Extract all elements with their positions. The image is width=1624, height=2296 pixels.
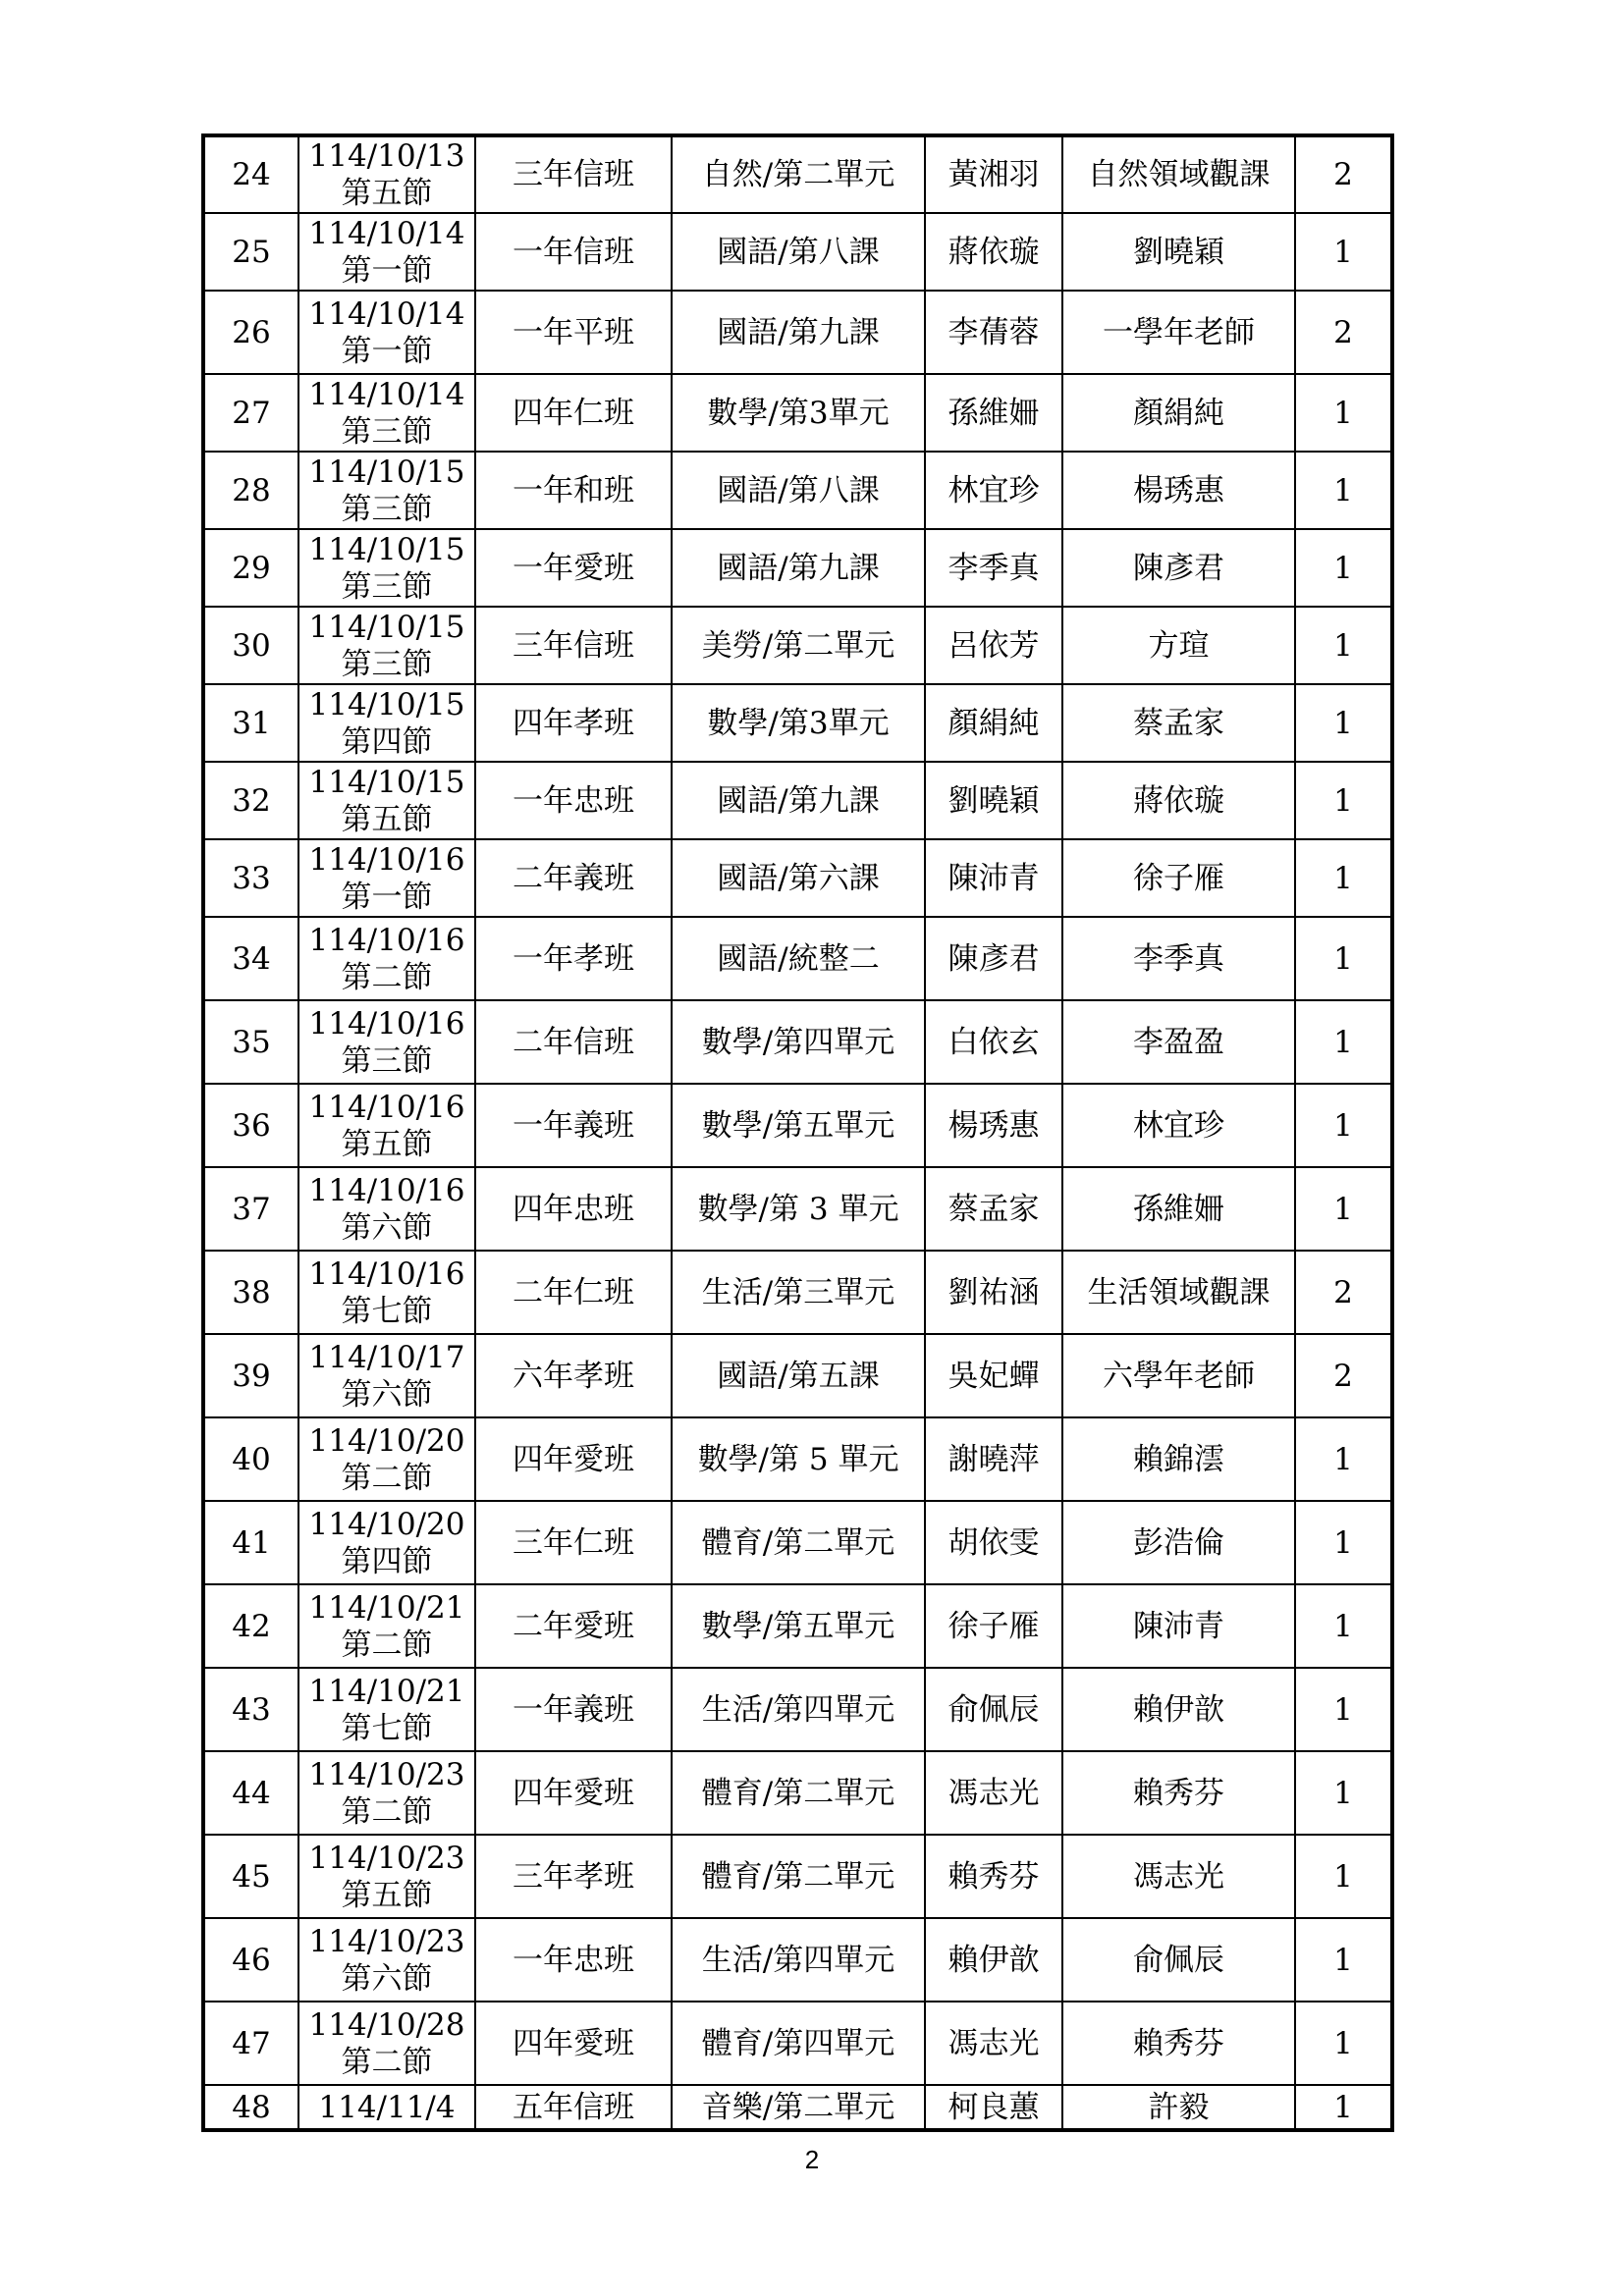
table-row — [203, 2085, 1392, 2130]
table-row — [203, 1417, 1392, 1501]
cell-date: 114/10/15 — [308, 686, 465, 722]
cell-teacher: 劉曉穎 — [925, 762, 1062, 839]
cell-no: 26 — [203, 291, 298, 374]
table-row — [203, 1084, 1392, 1167]
cell-count: 1 — [1295, 917, 1392, 1000]
cell-period: 第六節 — [341, 1960, 433, 1997]
table-row — [203, 374, 1392, 452]
cell-observer: 自然領域觀課 — [1062, 135, 1295, 213]
cell-count: 1 — [1295, 1167, 1392, 1251]
cell-date: 114/10/14 — [308, 215, 465, 251]
cell-class: 二年仁班 — [475, 1251, 672, 1334]
cell-subject: 自然/第二單元 — [672, 135, 925, 213]
cell-no: 37 — [203, 1167, 298, 1251]
cell-date: 114/10/16 — [308, 841, 465, 878]
cell-subject: 數學/第五單元 — [672, 1084, 925, 1167]
cell-no: 43 — [203, 1668, 298, 1751]
cell-date-period — [298, 452, 475, 529]
cell-no: 40 — [203, 1417, 298, 1501]
cell-count: 1 — [1295, 213, 1392, 291]
cell-count: 1 — [1295, 1417, 1392, 1501]
cell-teacher: 謝曉萍 — [925, 1417, 1062, 1501]
cell-period: 第五節 — [341, 176, 433, 211]
cell-count: 1 — [1295, 1000, 1392, 1084]
cell-period: 第七節 — [341, 1293, 433, 1329]
cell-date-period — [298, 374, 475, 452]
cell-class: 三年信班 — [475, 607, 672, 684]
table-body — [203, 135, 1392, 2130]
cell-period: 第二節 — [341, 1627, 433, 1663]
cell-observer: 六學年老師 — [1062, 1334, 1295, 1417]
cell-observer: 賴秀芬 — [1062, 2002, 1295, 2085]
cell-period: 第三節 — [341, 491, 433, 527]
cell-date-period — [298, 1751, 475, 1835]
cell-period: 第四節 — [341, 723, 433, 760]
table-row — [203, 1751, 1392, 1835]
cell-date-period — [298, 1167, 475, 1251]
cell-class: 一年和班 — [475, 452, 672, 529]
observation-schedule-table — [201, 133, 1394, 2132]
cell-date: 114/10/14 — [308, 295, 465, 332]
cell-no: 30 — [203, 607, 298, 684]
cell-count: 1 — [1295, 839, 1392, 917]
cell-count: 1 — [1295, 452, 1392, 529]
cell-observer: 李盈盈 — [1062, 1000, 1295, 1084]
table-row — [203, 1918, 1392, 2002]
cell-date: 114/10/16 — [308, 1089, 465, 1125]
cell-period: 第五節 — [341, 1126, 433, 1162]
cell-date: 114/10/16 — [308, 1172, 465, 1208]
table-row — [203, 1584, 1392, 1668]
cell-no: 41 — [203, 1501, 298, 1584]
cell-date: 114/10/14 — [308, 376, 465, 412]
cell-observer: 蔣依璇 — [1062, 762, 1295, 839]
cell-date: 114/10/15 — [308, 764, 465, 800]
cell-date-period — [298, 1668, 475, 1751]
cell-date: 114/10/16 — [308, 922, 465, 958]
cell-observer: 俞佩辰 — [1062, 1918, 1295, 2002]
cell-count: 1 — [1295, 2002, 1392, 2085]
cell-observer: 一學年老師 — [1062, 291, 1295, 374]
cell-count: 2 — [1295, 291, 1392, 374]
cell-date-period — [298, 1334, 475, 1417]
cell-no: 42 — [203, 1584, 298, 1668]
cell-count: 1 — [1295, 1668, 1392, 1751]
table-row — [203, 762, 1392, 839]
cell-teacher: 賴秀芬 — [925, 1835, 1062, 1918]
cell-teacher: 俞佩辰 — [925, 1668, 1062, 1751]
cell-observer: 賴錦澐 — [1062, 1417, 1295, 1501]
cell-subject: 國語/第九課 — [672, 529, 925, 607]
cell-subject: 國語/第八課 — [672, 213, 925, 291]
table-row — [203, 839, 1392, 917]
cell-teacher: 顏絹純 — [925, 684, 1062, 762]
cell-period: 第五節 — [341, 1877, 433, 1913]
table-row — [203, 291, 1392, 374]
cell-observer: 方瑄 — [1062, 607, 1295, 684]
cell-class: 一年愛班 — [475, 529, 672, 607]
cell-teacher: 林宜珍 — [925, 452, 1062, 529]
cell-date-period — [298, 607, 475, 684]
cell-period: 第六節 — [341, 1376, 433, 1413]
cell-subject: 體育/第四單元 — [672, 2002, 925, 2085]
cell-period: 第一節 — [341, 252, 433, 289]
cell-class: 四年愛班 — [475, 1751, 672, 1835]
cell-subject: 數學/第四單元 — [672, 1000, 925, 1084]
cell-period: 第三節 — [341, 646, 433, 682]
cell-no: 25 — [203, 213, 298, 291]
cell-date: 114/10/16 — [308, 1255, 465, 1292]
cell-subject: 生活/第四單元 — [672, 1918, 925, 2002]
cell-date-period — [298, 1251, 475, 1334]
table-row — [203, 1501, 1392, 1584]
cell-observer: 劉曉穎 — [1062, 213, 1295, 291]
table-row — [203, 1835, 1392, 1918]
table-row — [203, 1000, 1392, 1084]
cell-date: 114/10/15 — [308, 531, 465, 567]
cell-count: 1 — [1295, 1584, 1392, 1668]
cell-observer: 顏絹純 — [1062, 374, 1295, 452]
cell-date: 114/10/15 — [308, 609, 465, 645]
cell-subject: 音樂/第二單元 — [672, 2085, 925, 2130]
table-row — [203, 684, 1392, 762]
cell-teacher: 柯良蕙 — [925, 2085, 1062, 2130]
cell-date-period — [298, 213, 475, 291]
cell-no: 48 — [203, 2085, 298, 2130]
cell-class: 四年愛班 — [475, 2002, 672, 2085]
cell-date: 114/10/21 — [308, 1673, 465, 1709]
cell-teacher: 蔡孟家 — [925, 1167, 1062, 1251]
cell-count: 2 — [1295, 135, 1392, 213]
table-row — [203, 213, 1392, 291]
cell-period: 第三節 — [341, 568, 433, 605]
cell-class: 一年孝班 — [475, 917, 672, 1000]
cell-no: 46 — [203, 1918, 298, 2002]
cell-subject: 國語/統整二 — [672, 917, 925, 1000]
cell-observer: 賴伊歆 — [1062, 1668, 1295, 1751]
cell-teacher: 李蒨蓉 — [925, 291, 1062, 374]
cell-count: 1 — [1295, 1835, 1392, 1918]
table-row — [203, 1668, 1392, 1751]
cell-class: 二年信班 — [475, 1000, 672, 1084]
cell-class: 四年孝班 — [475, 684, 672, 762]
cell-observer: 林宜珍 — [1062, 1084, 1295, 1167]
cell-date-period — [298, 1000, 475, 1084]
cell-no: 29 — [203, 529, 298, 607]
cell-class: 三年孝班 — [475, 1835, 672, 1918]
cell-class: 四年忠班 — [475, 1167, 672, 1251]
cell-teacher: 劉祐涵 — [925, 1251, 1062, 1334]
cell-teacher: 馮志光 — [925, 1751, 1062, 1835]
cell-period: 第二節 — [341, 1793, 433, 1830]
cell-no: 35 — [203, 1000, 298, 1084]
cell-subject: 美勞/第二單元 — [672, 607, 925, 684]
cell-subject: 國語/第五課 — [672, 1334, 925, 1417]
cell-no: 24 — [203, 135, 298, 213]
table-row — [203, 135, 1392, 213]
cell-date: 114/10/23 — [308, 1840, 465, 1876]
cell-observer: 蔡孟家 — [1062, 684, 1295, 762]
table-row — [203, 2002, 1392, 2085]
cell-class: 四年愛班 — [475, 1417, 672, 1501]
cell-date: 114/10/21 — [308, 1589, 465, 1626]
cell-date-period — [298, 291, 475, 374]
cell-subject: 體育/第二單元 — [672, 1835, 925, 1918]
cell-no: 32 — [203, 762, 298, 839]
cell-date-period — [298, 1501, 475, 1584]
table-row — [203, 529, 1392, 607]
cell-subject: 數學/第3單元 — [672, 374, 925, 452]
cell-date-period — [298, 1835, 475, 1918]
cell-period: 第三節 — [341, 413, 433, 450]
cell-date-period — [298, 684, 475, 762]
cell-class: 三年仁班 — [475, 1501, 672, 1584]
cell-observer: 許毅 — [1062, 2085, 1295, 2130]
cell-class: 四年仁班 — [475, 374, 672, 452]
cell-class: 一年忠班 — [475, 1918, 672, 2002]
cell-subject: 數學/第 3 單元 — [672, 1167, 925, 1251]
cell-class: 五年信班 — [475, 2085, 672, 2130]
cell-observer: 李季真 — [1062, 917, 1295, 1000]
cell-class: 三年信班 — [475, 135, 672, 213]
cell-teacher: 賴伊歆 — [925, 1918, 1062, 2002]
cell-teacher: 徐子雁 — [925, 1584, 1062, 1668]
table-row — [203, 917, 1392, 1000]
cell-no: 31 — [203, 684, 298, 762]
cell-date-period — [298, 839, 475, 917]
cell-count: 1 — [1295, 529, 1392, 607]
cell-subject: 國語/第九課 — [672, 291, 925, 374]
cell-date-period — [298, 529, 475, 607]
cell-teacher: 蔣依璇 — [925, 213, 1062, 291]
cell-no: 45 — [203, 1835, 298, 1918]
table-row — [203, 1334, 1392, 1417]
table-row — [203, 1251, 1392, 1334]
cell-date-period — [298, 2002, 475, 2085]
cell-subject: 體育/第二單元 — [672, 1751, 925, 1835]
cell-no: 36 — [203, 1084, 298, 1167]
cell-period: 第五節 — [341, 801, 433, 837]
cell-date: 114/10/23 — [308, 1756, 465, 1792]
cell-observer: 馮志光 — [1062, 1835, 1295, 1918]
cell-no: 34 — [203, 917, 298, 1000]
cell-period: 第六節 — [341, 1209, 433, 1246]
cell-class: 一年忠班 — [475, 762, 672, 839]
cell-count: 1 — [1295, 1501, 1392, 1584]
cell-subject: 數學/第 5 單元 — [672, 1417, 925, 1501]
cell-date: 114/10/28 — [308, 2006, 465, 2043]
cell-count: 1 — [1295, 374, 1392, 452]
cell-subject: 國語/第八課 — [672, 452, 925, 529]
cell-teacher: 楊琇惠 — [925, 1084, 1062, 1167]
cell-count: 1 — [1295, 1918, 1392, 2002]
cell-no: 38 — [203, 1251, 298, 1334]
cell-count: 1 — [1295, 607, 1392, 684]
cell-class: 六年孝班 — [475, 1334, 672, 1417]
cell-subject: 生活/第四單元 — [672, 1668, 925, 1751]
cell-class: 一年義班 — [475, 1084, 672, 1167]
cell-date: 114/10/20 — [308, 1422, 465, 1459]
cell-date-period — [298, 1417, 475, 1501]
cell-count: 2 — [1295, 1334, 1392, 1417]
cell-class: 二年義班 — [475, 839, 672, 917]
cell-date: 114/10/23 — [308, 1923, 465, 1959]
cell-date-period — [298, 917, 475, 1000]
table-row — [203, 1167, 1392, 1251]
cell-no: 44 — [203, 1751, 298, 1835]
cell-teacher: 吳妃蟬 — [925, 1334, 1062, 1417]
cell-observer: 楊琇惠 — [1062, 452, 1295, 529]
cell-date-period — [298, 2085, 475, 2130]
cell-observer: 生活領域觀課 — [1062, 1251, 1295, 1334]
cell-teacher: 孫維姍 — [925, 374, 1062, 452]
cell-count: 1 — [1295, 1084, 1392, 1167]
cell-count: 2 — [1295, 1251, 1392, 1334]
page-number: 2 — [804, 2145, 820, 2174]
cell-period: 第七節 — [341, 1710, 433, 1746]
cell-no: 33 — [203, 839, 298, 917]
table-row — [203, 452, 1392, 529]
cell-subject: 體育/第二單元 — [672, 1501, 925, 1584]
cell-no: 28 — [203, 452, 298, 529]
cell-date-period — [298, 1084, 475, 1167]
cell-date: 114/10/15 — [308, 454, 465, 490]
cell-count: 1 — [1295, 1751, 1392, 1835]
cell-period: 第二節 — [341, 1460, 433, 1496]
cell-date-period — [298, 762, 475, 839]
cell-class: 一年信班 — [475, 213, 672, 291]
cell-period: 第四節 — [341, 1543, 433, 1579]
cell-teacher: 馮志光 — [925, 2002, 1062, 2085]
cell-teacher: 陳彥君 — [925, 917, 1062, 1000]
cell-observer: 賴秀芬 — [1062, 1751, 1295, 1835]
cell-subject: 數學/第3單元 — [672, 684, 925, 762]
cell-observer: 彭浩倫 — [1062, 1501, 1295, 1584]
cell-date: 114/11/4 — [318, 2089, 456, 2125]
cell-subject: 數學/第五單元 — [672, 1584, 925, 1668]
cell-no: 47 — [203, 2002, 298, 2085]
cell-count: 1 — [1295, 762, 1392, 839]
cell-class: 一年平班 — [475, 291, 672, 374]
cell-date: 114/10/16 — [308, 1005, 465, 1041]
cell-no: 39 — [203, 1334, 298, 1417]
cell-date: 114/10/13 — [308, 138, 465, 174]
cell-period: 第三節 — [341, 1042, 433, 1079]
cell-observer: 陳彥君 — [1062, 529, 1295, 607]
cell-date-period — [298, 1584, 475, 1668]
cell-no: 27 — [203, 374, 298, 452]
cell-subject: 國語/第九課 — [672, 762, 925, 839]
cell-teacher: 李季真 — [925, 529, 1062, 607]
cell-subject: 國語/第六課 — [672, 839, 925, 917]
cell-teacher: 白依玄 — [925, 1000, 1062, 1084]
cell-date: 114/10/20 — [308, 1506, 465, 1542]
cell-teacher: 黃湘羽 — [925, 135, 1062, 213]
cell-class: 一年義班 — [475, 1668, 672, 1751]
cell-teacher: 呂依芳 — [925, 607, 1062, 684]
cell-count: 1 — [1295, 2085, 1392, 2130]
cell-date-period — [298, 1918, 475, 2002]
cell-date-period — [298, 135, 475, 213]
cell-observer: 孫維姍 — [1062, 1167, 1295, 1251]
cell-period: 第二節 — [341, 2044, 433, 2080]
cell-period: 第二節 — [341, 959, 433, 995]
cell-teacher: 胡依雯 — [925, 1501, 1062, 1584]
cell-count: 1 — [1295, 684, 1392, 762]
cell-observer: 徐子雁 — [1062, 839, 1295, 917]
table-row — [203, 607, 1392, 684]
cell-teacher: 陳沛青 — [925, 839, 1062, 917]
cell-period: 第一節 — [341, 333, 433, 369]
cell-class: 二年愛班 — [475, 1584, 672, 1668]
cell-date: 114/10/17 — [308, 1339, 465, 1375]
cell-subject: 生活/第三單元 — [672, 1251, 925, 1334]
cell-period: 第一節 — [341, 879, 433, 915]
cell-observer: 陳沛青 — [1062, 1584, 1295, 1668]
